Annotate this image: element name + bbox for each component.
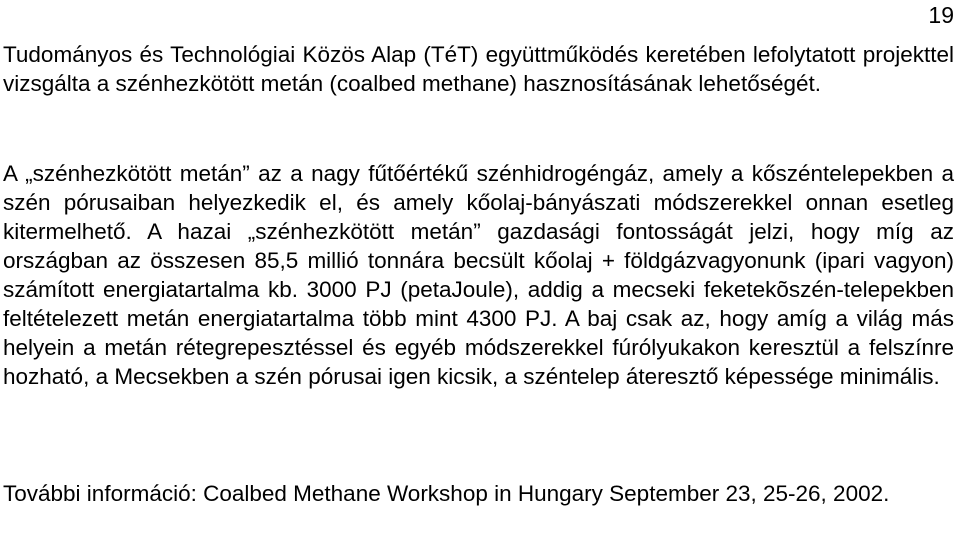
paragraph-project-intro: Tudományos és Technológiai Közös Alap (TéT) együttműködés keretében lefolytatott projekttel vizsgálta a szénhezkötött metán (coalbed methane) hasznosításának lehetőségét. — [3, 42, 954, 96]
paragraph-coalbed-methane: A „szénhezkötött metán” az a nagy fűtőértékű szénhidrogéngáz, amely a kőszéntelepekben a szén pórusaiban helyezkedik el, és amely kőolaj-bányászati módszerekkel onnan esetleg kitermelhető. A hazai „szénhezkötött metán” gazdasági fontosságát jelzi, hogy míg az országban az összesen 85,5 millió tonnára becsült kőolaj + földgázvagyonunk (ipari vagyon) számított energiatartalma kb. 3000 PJ (petaJoule), addig a mecseki feketekõszén-telepekben feltételezett metán energiatartalma több mint 4300 PJ. A baj csak az, hogy amíg a világ más helyein a metán rétegrepesztéssel és egyéb módszerekkel fúrólyukakon keresztül a felszínre hozható, a Mecsekben a szén pórusai igen kicsik, a széntelep áteresztő képessége minimális. — [3, 161, 954, 389]
page-number: 19 — [928, 2, 954, 28]
paragraph-further-info: További információ: Coalbed Methane Workshop in Hungary September 23, 25-26, 2002. — [3, 481, 890, 506]
